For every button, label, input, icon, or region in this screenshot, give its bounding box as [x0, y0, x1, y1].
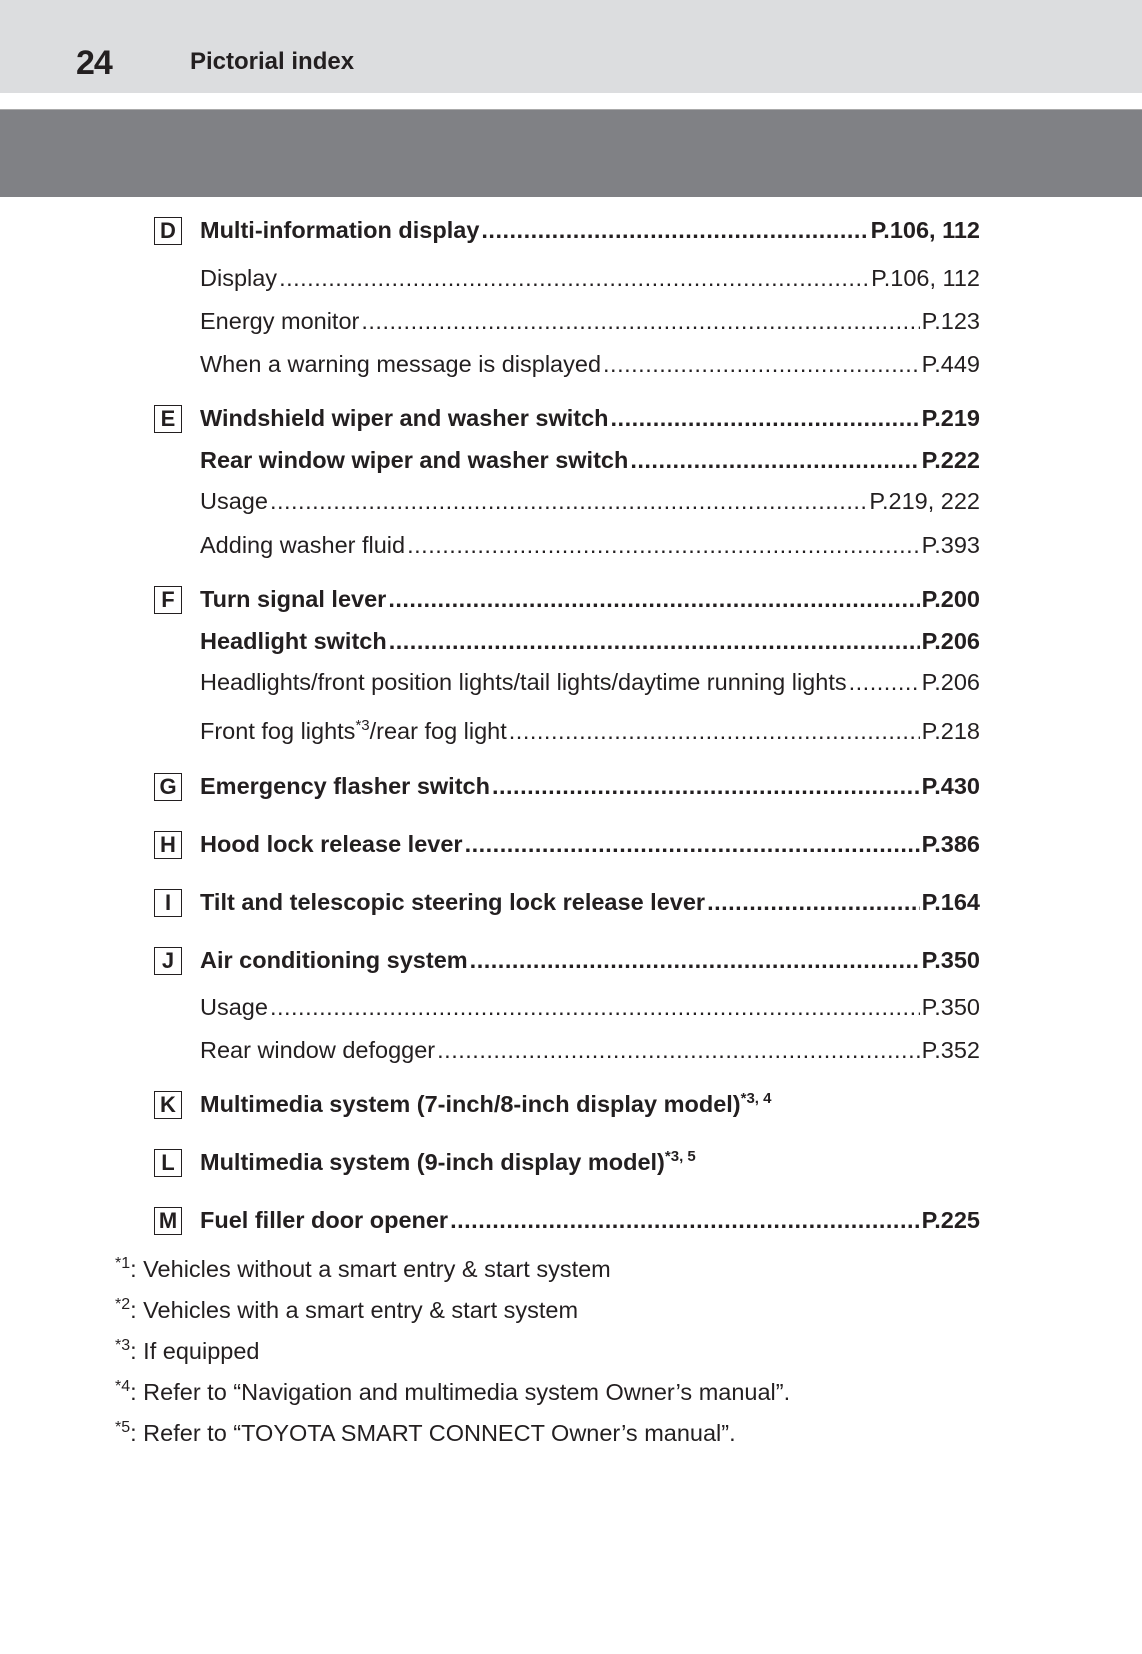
- entry-label: [200, 485, 268, 517]
- entry-label: [200, 583, 386, 615]
- entry-label: [200, 1204, 448, 1236]
- dot-leader: [279, 262, 869, 294]
- dot-leader: [630, 444, 919, 476]
- entry-label: [200, 529, 405, 561]
- page-reference[interactable]: P.393: [921, 532, 980, 558]
- footnote: [115, 1412, 736, 1449]
- section-title: Pictorial index: [190, 48, 355, 75]
- index-entry[interactable]: [200, 485, 980, 517]
- item-letter-box: L: [154, 1149, 182, 1177]
- page-reference[interactable]: P.219: [921, 405, 980, 431]
- dot-leader: [361, 305, 919, 337]
- entry-label: [200, 348, 601, 380]
- entry-label-text: Adding washer fluid: [200, 532, 406, 558]
- entry-label: [200, 886, 705, 918]
- page-reference[interactable]: P.218: [921, 718, 980, 744]
- page-reference[interactable]: P.219, 222: [869, 488, 980, 514]
- item-letter-box: F: [154, 586, 182, 614]
- page-reference[interactable]: P.222: [921, 447, 980, 473]
- item-letter-box: H: [154, 831, 182, 859]
- dot-leader: [470, 944, 920, 976]
- dot-leader: [407, 529, 920, 561]
- entry-label-text: Air conditioning system: [200, 947, 468, 973]
- index-entry[interactable]: [200, 828, 980, 860]
- entry-label: [200, 444, 628, 476]
- dot-leader: [603, 348, 920, 380]
- entry-label: [200, 1141, 696, 1178]
- page-header: [0, 0, 1142, 93]
- page-reference[interactable]: P.206: [921, 669, 980, 695]
- index-entry[interactable]: [200, 1146, 980, 1178]
- footnote-mark: *4: [115, 1378, 131, 1395]
- entry-label: [200, 666, 847, 698]
- dot-leader: [707, 886, 920, 918]
- index-entry[interactable]: [200, 770, 980, 802]
- footnote: [115, 1371, 790, 1408]
- entry-label-text: When a warning message is displayed: [200, 351, 602, 377]
- entry-label-text: Windshield wiper and washer switch: [200, 405, 609, 431]
- index-entry[interactable]: [200, 991, 980, 1023]
- footnote: [115, 1248, 611, 1285]
- index-entry[interactable]: [200, 262, 980, 294]
- footnote-text: : Vehicles without a smart entry & start system: [130, 1255, 611, 1282]
- entry-label-text: Front fog lights: [200, 718, 356, 744]
- page-reference[interactable]: P.449: [921, 351, 980, 377]
- footnote-mark: *5: [115, 1419, 131, 1436]
- entry-label-text: Headlight switch: [200, 628, 387, 654]
- entry-label: [200, 1083, 771, 1120]
- entry-label-text: Energy monitor: [200, 308, 360, 334]
- index-entry[interactable]: [200, 348, 980, 380]
- dot-leader: [389, 625, 920, 657]
- index-entry[interactable]: [200, 1204, 980, 1236]
- footnote-text: : Vehicles with a smart entry & start system: [130, 1296, 579, 1323]
- item-letter-box: E: [154, 405, 182, 433]
- page-reference[interactable]: P.106, 112: [871, 265, 980, 291]
- footnote-mark: *3: [115, 1337, 131, 1354]
- footnote-text: : Refer to “TOYOTA SMART CONNECT Owner’s manual”.: [130, 1419, 736, 1446]
- item-letter-box: K: [154, 1091, 182, 1119]
- entry-label-text: Rear window defogger: [200, 1037, 436, 1063]
- page-reference[interactable]: P.206: [921, 628, 980, 654]
- page-number: 24: [76, 44, 112, 82]
- entry-label: [200, 402, 609, 434]
- entry-label-text: Emergency flasher switch: [200, 773, 490, 799]
- dot-leader: [270, 991, 920, 1023]
- item-letter-box: J: [154, 947, 182, 975]
- item-letter-box: G: [154, 773, 182, 801]
- dot-leader: [509, 715, 920, 747]
- index-entry[interactable]: [200, 529, 980, 561]
- entry-label: [200, 944, 468, 976]
- dot-leader: [611, 402, 920, 434]
- entry-label-text: Headlights/front position lights/tail lights/daytime running lights: [200, 669, 847, 695]
- index-entry[interactable]: [200, 666, 980, 698]
- page-reference[interactable]: P.200: [921, 586, 980, 612]
- entry-label: [200, 305, 359, 337]
- item-letter-box: M: [154, 1207, 182, 1235]
- index-entry[interactable]: [200, 1034, 980, 1066]
- page-reference[interactable]: P.164: [921, 889, 980, 915]
- index-entry[interactable]: [200, 402, 980, 434]
- entry-label-text: Rear window wiper and washer switch: [200, 447, 629, 473]
- index-entry[interactable]: [200, 886, 980, 918]
- footnote-ref: *3, 5: [664, 1148, 696, 1166]
- entry-label-suffix: /rear fog light: [369, 718, 507, 744]
- entry-label-text: Usage: [200, 488, 268, 514]
- index-entry[interactable]: [200, 715, 980, 747]
- page-reference[interactable]: P.386: [921, 831, 980, 857]
- dot-leader: [492, 770, 920, 802]
- page-reference[interactable]: P.352: [921, 1037, 980, 1063]
- footnote-text: : Refer to “Navigation and multimedia system Owner’s manual”.: [130, 1378, 791, 1405]
- entry-label-text: Fuel filler door opener: [200, 1207, 449, 1233]
- entry-label-text: Turn signal lever: [200, 586, 387, 612]
- entry-label-text: Display: [200, 265, 278, 291]
- item-letter-box: D: [154, 217, 182, 245]
- entry-label: [200, 262, 277, 294]
- dot-leader: [465, 828, 920, 860]
- footnote-ref: *3, 4: [740, 1090, 772, 1108]
- entry-label-text: Usage: [200, 994, 268, 1020]
- index-entry[interactable]: [200, 305, 980, 337]
- footnote-ref: *3: [355, 717, 370, 735]
- page-reference[interactable]: P.350: [921, 994, 980, 1020]
- page-reference[interactable]: P.106, 112: [870, 217, 980, 243]
- entry-label: [200, 214, 479, 246]
- index-entry[interactable]: [200, 944, 980, 976]
- index-entry[interactable]: [200, 583, 980, 615]
- index-entry[interactable]: [200, 625, 980, 657]
- index-entry[interactable]: [200, 1088, 980, 1120]
- entry-label-text: Multi-information display: [200, 217, 480, 243]
- entry-label-text: Tilt and telescopic steering lock release lever: [200, 889, 706, 915]
- entry-label: [200, 1034, 435, 1066]
- page-reference[interactable]: P.123: [921, 308, 980, 334]
- dot-leader: [450, 1204, 920, 1236]
- entry-label: [200, 710, 507, 747]
- dot-leader: [437, 1034, 919, 1066]
- dot-leader: [481, 214, 868, 246]
- footnote: [115, 1289, 578, 1326]
- entry-label: [200, 991, 268, 1023]
- dot-leader: [849, 666, 920, 698]
- index-entry[interactable]: [200, 444, 980, 476]
- entry-label-text: Hood lock release lever: [200, 831, 463, 857]
- footnote-mark: *2: [115, 1296, 131, 1313]
- entry-label: [200, 828, 463, 860]
- entry-label-text: Multimedia system (7-inch/8-inch display model): [200, 1091, 741, 1117]
- page-reference[interactable]: P.225: [921, 1207, 980, 1233]
- footnote: [115, 1330, 259, 1367]
- header-band: [0, 109, 1142, 197]
- footnote-mark: *1: [115, 1255, 131, 1272]
- entry-label: [200, 625, 387, 657]
- item-letter-box: I: [154, 889, 182, 917]
- footnote-text: : If equipped: [130, 1337, 260, 1364]
- entry-label: [200, 770, 490, 802]
- page-reference[interactable]: P.430: [921, 773, 980, 799]
- dot-leader: [388, 583, 919, 615]
- entry-label-text: Multimedia system (9-inch display model): [200, 1149, 665, 1175]
- page-reference[interactable]: P.350: [921, 947, 980, 973]
- dot-leader: [270, 485, 867, 517]
- index-entry[interactable]: [200, 214, 980, 246]
